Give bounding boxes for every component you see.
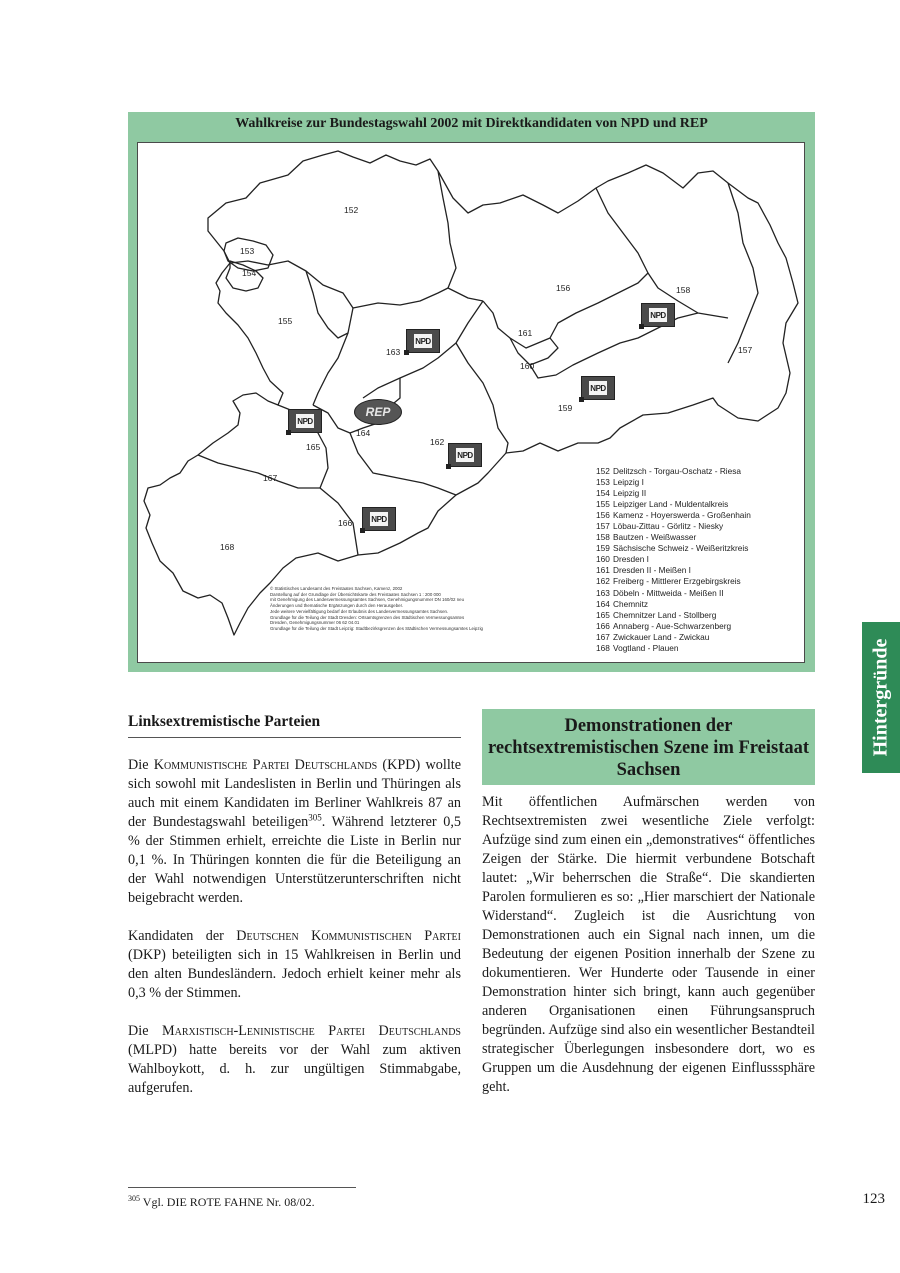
- legend-district-number: 156: [596, 510, 610, 521]
- legend-district-number: 152: [596, 466, 610, 476]
- legend-district-name: Delitzsch - Torgau-Oschatz - Riesa: [613, 466, 742, 476]
- map-copyright-notice: [270, 586, 590, 632]
- legend-district-number: 158: [596, 532, 610, 543]
- legend-row: [596, 521, 801, 532]
- npd-marker-165: [288, 409, 322, 433]
- district-label-167: 167: [263, 473, 278, 483]
- copyright-line: Jede weitere Vervielfältigung bedarf der Erlaubnis des Landesvermessungsamtes Sachsen.: [270, 608, 449, 614]
- paragraph-text: Die: [128, 1023, 163, 1039]
- legend-row: [596, 599, 801, 610]
- footnote-divider: [128, 1187, 356, 1188]
- npd-logo-icon: NPD: [414, 334, 432, 348]
- legend-row: [596, 643, 801, 654]
- legend-district-number: 161: [596, 565, 610, 576]
- district-label-154: 154: [242, 268, 257, 278]
- legend-district-number: 163: [596, 587, 610, 598]
- district-label-159: 159: [558, 403, 573, 413]
- legend-row: [596, 554, 801, 565]
- footnote-number: 305: [128, 1194, 140, 1203]
- legend-district-name: Bautzen - Weißwasser: [613, 532, 697, 543]
- district-label-166: 166: [338, 518, 353, 528]
- paragraph-demonstrations: Mit öffentlichen Aufmärschen werden von Rechtsextremisten zwei wesentliche Ziele verfolgt: Aufzüge sind zum einen ein „demonstratives“ öffentliches Zeigen der Stärke. Die hiermit verbundene Botschaft lautet: „Wir beherrschen die Straße“. Die skandierten Parolen formulieren es so: „Hier marschiert der Nationale Widerstand“. Zugleich ist die Ausrichtung von Demonstrationen auch ein Signal nach innen, um die Bedeutung der eigenen Position innerhalb der Szene zu dokumentieren. Wer Hunderte oder Tausende in einer Demonstration hinter sich bringt, kann auch gegenüber anderen Organisationen einen Führungsanspruch begründen. Aufzüge sind also ein wesentlicher Bestandteil strategischer Überlegungen insbesondere dort, wo es Gruppen um die Ausdehnung der eigenen Einflusssphäre geht.: [482, 794, 815, 1095]
- right-column: [482, 709, 815, 1097]
- legend-district-number: 154: [596, 488, 610, 499]
- paragraph-text: (KPD) wollte sich sowohl mit Landeslisten in Berlin und Thüringen als auch mit einem Kandidaten im Berliner Wahlkreis 87 an der Bundestagswahl beteiligen: [128, 757, 461, 830]
- legend-district-name: Löbau-Zittau - Görlitz - Niesky: [613, 521, 724, 532]
- district-label-165: 165: [306, 442, 321, 452]
- npd-marker-162: [448, 443, 482, 467]
- legend-district-name: Dresden I: [613, 554, 649, 565]
- legend-district-number: 162: [596, 576, 610, 587]
- district-label-162: 162: [430, 437, 445, 447]
- rep-marker-164: REP: [354, 399, 402, 425]
- npd-logo-icon: NPD: [296, 414, 314, 428]
- page-number: 123: [862, 1191, 885, 1207]
- paragraph-kpd: Die Kommunistische Partei Deutschlands (KPD) wollte sich sowohl mit Landeslisten in Berlin und Thüringen als auch mit einem Kandidaten im Berliner Wahlkreis 87 an der Bundestagswahl beteiligen$^{305}$. Während letzterer 0,5 % der Stimmen erhielt, erreichte die Liste in Berlin nur 0,1 %. In Thüringen konnten die für die Beteiligung an der Wahl notwendigen Unterstützerunterschriften nicht beigebracht werden.: [128, 757, 461, 906]
- npd-logo-icon: NPD: [589, 381, 607, 395]
- legend-row: [596, 532, 801, 543]
- legend-district-name: Sächsische Schweiz - Weißeritzkreis: [613, 543, 749, 554]
- legend-district-number: 153: [596, 477, 610, 488]
- boundary-158-157: [728, 183, 758, 363]
- legend-district-number: 168: [596, 642, 610, 653]
- legend-row: [596, 632, 801, 643]
- footnote-ref[interactable]: 305: [308, 812, 322, 823]
- npd-marker-166: [362, 507, 396, 531]
- boundary-162-159: [456, 343, 508, 453]
- legend-district-number: 164: [596, 598, 610, 609]
- legend-district-number: 155: [596, 499, 610, 510]
- district-label-152: 152: [344, 205, 359, 215]
- legend-district-number: 159: [596, 543, 610, 554]
- legend-district-name: Annaberg - Aue-Schwarzenberg: [613, 620, 732, 631]
- legend-district-name: Döbeln - Mittweida - Meißen II: [613, 587, 724, 598]
- district-label-157: 157: [738, 345, 753, 355]
- map-frame: [137, 142, 805, 663]
- footnote-text: Vgl. DIE ROTE FAHNE Nr. 08/02.: [142, 1195, 315, 1209]
- legend-row: [596, 543, 801, 554]
- legend-district-name: Zwickauer Land - Zwickau: [613, 631, 710, 642]
- district-label-160: 160: [520, 361, 535, 371]
- legend-row: [596, 510, 801, 521]
- figure-title: Wahlkreise zur Bundestagswahl 2002 mit Direktkandidaten von NPD und REP: [235, 116, 708, 131]
- npd-logo-icon: NPD: [649, 308, 667, 322]
- paragraph-mlpd: [128, 1022, 461, 1098]
- section-tab-label: Hintergründe: [869, 638, 892, 757]
- left-column: [128, 713, 461, 1098]
- legend-district-number: 166: [596, 620, 610, 631]
- boundary-156-158: [596, 188, 728, 318]
- copyright-line: Änderungen und thematische Ergänzungen durch den Herausgeber.: [270, 603, 404, 609]
- legend-district-name: Leipzig II: [613, 488, 647, 499]
- legend-district-number: 160: [596, 554, 610, 565]
- legend-district-name: Leipziger Land - Muldentalkreis: [613, 499, 729, 510]
- legend-district-number: 157: [596, 521, 610, 532]
- paragraph-text: (MLPD) hatte bereits vor der Wahl zum aktiven Wahlboykott, d. h. zur ungültigen Stimmabgabe, aufgerufen.: [128, 1042, 461, 1096]
- paragraph-dkp: [128, 927, 461, 1003]
- boundary-163-162: [313, 308, 353, 405]
- legend-district-number: 167: [596, 631, 610, 642]
- npd-marker-158: [641, 303, 675, 327]
- paragraph-text: (DKP) beteiligten sich in 15 Wahlkreisen in Berlin und den alten Bundesländern. Jedoch erhielt keiner mehr als 0,3 % der Stimmen.: [128, 947, 461, 1001]
- section-heading-demonstrations: Demonstrationen der rechtsextremistischen Szene im Freistaat Sachsen: [482, 709, 815, 785]
- copyright-line: Dresden, Genehmigungsnummer 06 62 04.01: [270, 620, 360, 626]
- legend-district-name: Vogtland - Plauen: [613, 642, 679, 653]
- map-figure: [128, 112, 815, 672]
- district-label-164: 164: [356, 428, 371, 438]
- legend-district-name: Chemnitz: [613, 598, 649, 609]
- section-tab[interactable]: [862, 622, 900, 773]
- party-name-kpd: Kommunistische Partei Deutschlands: [153, 757, 378, 773]
- district-legend: [596, 466, 801, 654]
- copyright-line: Grundlage für die Teilung der Stadt Leipzig: Stadtbezirksgrenzen des Städtischen Vermessungsamtes Leipzig: [270, 625, 483, 631]
- footnote: [128, 1195, 315, 1210]
- legend-row: [596, 588, 801, 599]
- npd-marker-159: [581, 376, 615, 400]
- paragraph-text: . Während letzterer 0,5 % der Stimmen erhielt, erreichte die Liste in Berlin nur 0,1 %. In Thüringen konnten die für die Beteiligung an der Wahl notwendigen Unterstützerunterschriften nicht beigebracht werden.: [128, 814, 461, 906]
- district-label-153: 153: [240, 246, 255, 256]
- paragraph-text: Kandidaten der: [128, 928, 237, 944]
- copyright-line: Darstellung auf der Grundlage der Übersichtskarte des Freistaates Sachsen 1 : 200 000: [270, 591, 441, 597]
- boundary-155-163: [306, 271, 348, 338]
- legend-row: [596, 576, 801, 587]
- party-name-mlpd: Marxistisch-Leninistische Partei Deutschlands: [162, 1023, 461, 1039]
- legend-district-name: Leipzig I: [613, 477, 644, 488]
- legend-district-name: Kamenz - Hoyerswerda - Großenhain: [613, 510, 751, 521]
- district-label-155: 155: [278, 316, 293, 326]
- district-label-168: 168: [220, 542, 235, 552]
- section-heading-left-extremist-parties: Linksextremistische Parteien: [128, 713, 461, 738]
- district-label-158: 158: [676, 285, 691, 295]
- legend-district-name: Dresden II - Meißen I: [613, 565, 691, 576]
- boundary-167-168: [198, 455, 358, 555]
- district-label-156: 156: [556, 283, 571, 293]
- district-label-161: 161: [518, 328, 533, 338]
- legend-district-number: 165: [596, 609, 610, 620]
- copyright-line: © Statistisches Landesamt des Freistaates Sachsen, Kamenz, 2002: [270, 586, 403, 591]
- copyright-line: mit Genehmigung des Landesvermessungsamtes Sachsen, Genehmigungsnummer DN 160/02 neu: [270, 597, 465, 603]
- legend-row: [596, 565, 801, 576]
- legend-row: [596, 466, 801, 477]
- legend-row: [596, 499, 801, 510]
- legend-row: [596, 477, 801, 488]
- legend-district-name: Freiberg - Mittlerer Erzgebirgskreis: [613, 576, 741, 587]
- party-name-dkp: Deutschen Kommunistischen Partei: [236, 928, 461, 944]
- boundary-152-156: [438, 171, 456, 288]
- legend-row: [596, 610, 801, 621]
- legend-row: [596, 488, 801, 499]
- copyright-line: Grundlage für die Teilung der Stadt Dresden: Ortsamtsgrenzen des Städtischen Vermessungsamtes: [270, 614, 465, 620]
- boundary-152-163: [353, 288, 483, 308]
- npd-marker-163: [406, 329, 440, 353]
- npd-logo-icon: NPD: [370, 512, 388, 526]
- district-label-163: 163: [386, 347, 401, 357]
- legend-row: [596, 621, 801, 632]
- npd-logo-icon: NPD: [456, 448, 474, 462]
- legend-district-name: Chemnitzer Land - Stollberg: [613, 609, 717, 620]
